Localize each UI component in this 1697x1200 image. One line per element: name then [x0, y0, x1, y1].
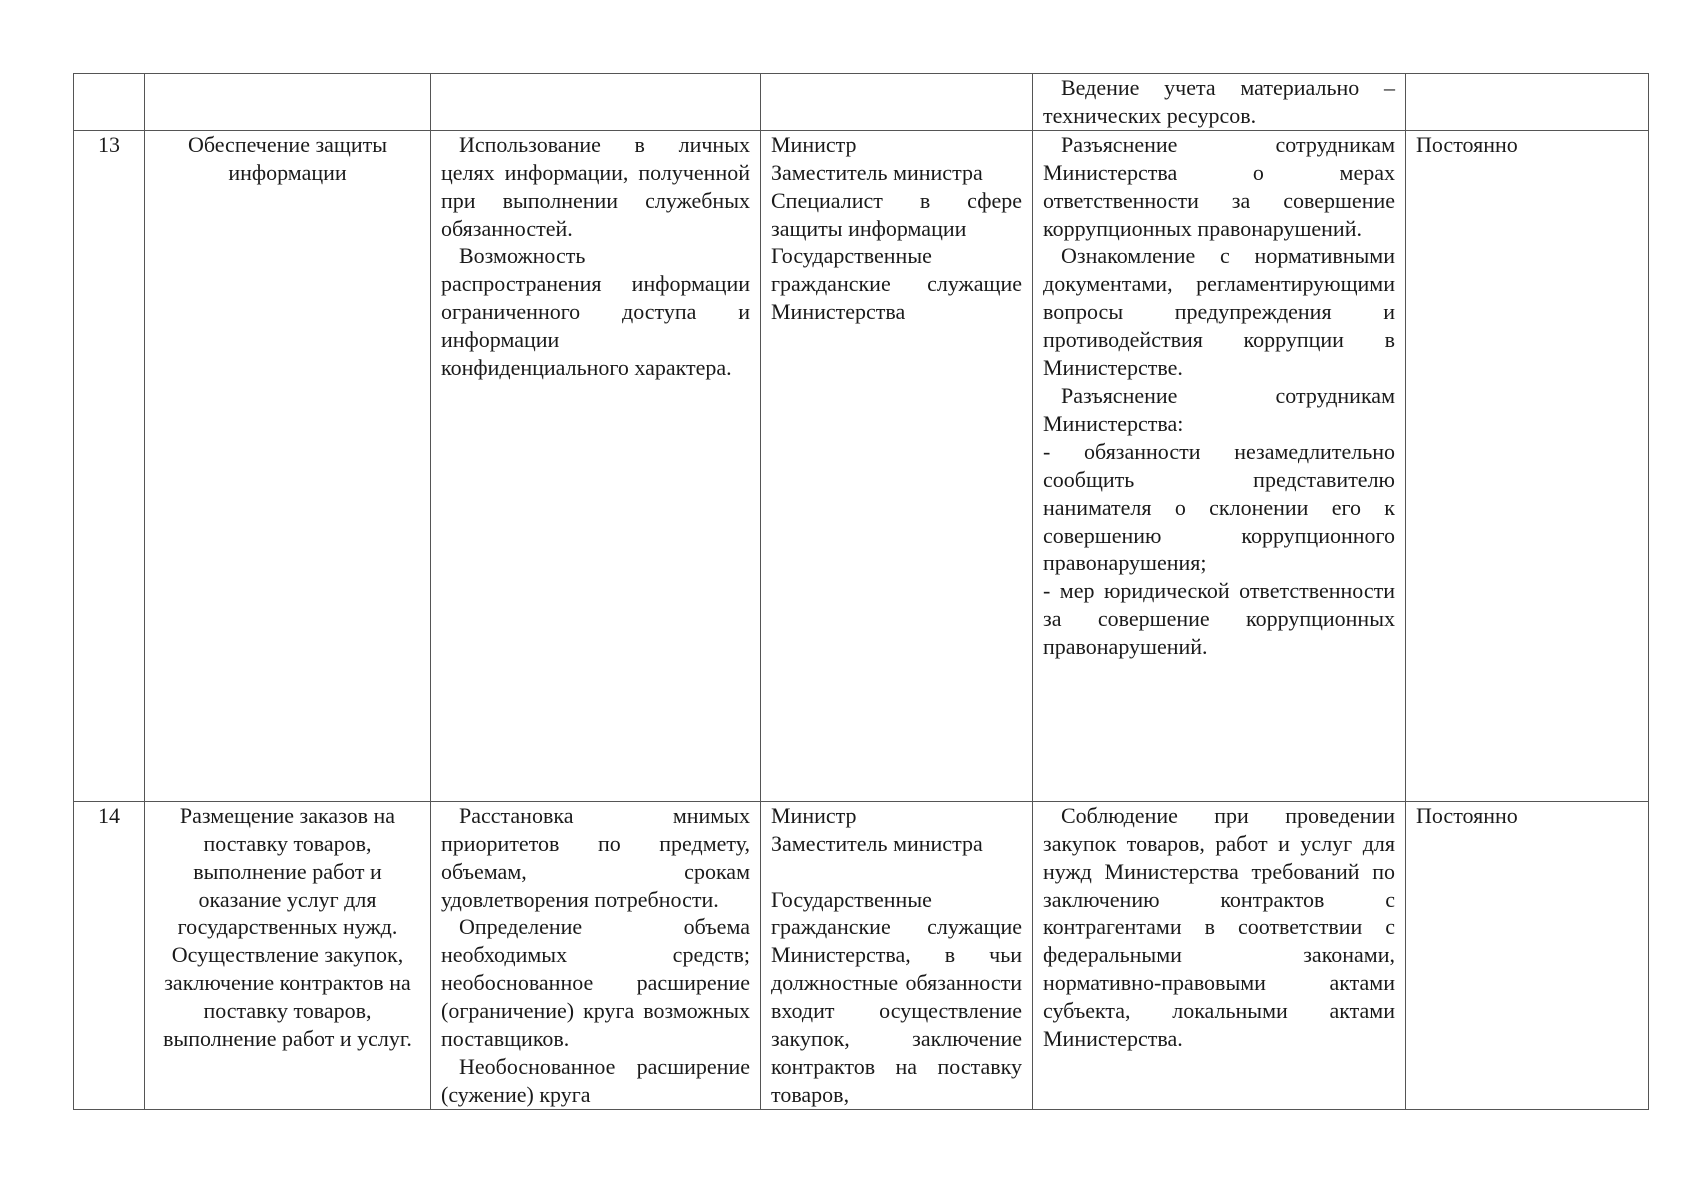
position-text: Заместитель министра [771, 830, 983, 856]
cell-risks [431, 801, 761, 1109]
row-number: 13 [74, 130, 145, 801]
cell-function [145, 74, 431, 131]
risk-text: Определение объема необходимых средств; необоснованное расширение (ограничение) круга возможных поставщиков. [441, 914, 750, 1052]
function-text: Осуществление закупок, заключение контрактов на поставку товаров, выполнение работ и услуг. [163, 942, 412, 1052]
measure-text: Разъяснение сотрудникам Министерства: [1043, 382, 1395, 436]
cell-risks [431, 130, 761, 801]
function-text: Обеспечение защиты информации [187, 131, 388, 185]
position-text: Государственные гражданские служащие Министерства [771, 243, 1022, 325]
measure-text: - мер юридической ответственности за совершение коррупционных правонарушений. [1043, 578, 1395, 660]
spacer [771, 858, 1022, 886]
measure-text: Ведение учета материально – технических ресурсов. [1043, 75, 1395, 128]
measure-text: - обязанности незамедлительно сообщить представителю нанимателя о склонении его к совершению коррупционного правонарушения; [1043, 438, 1395, 576]
cell-function [145, 801, 431, 1109]
table-row [74, 801, 1649, 1109]
risk-text: Необоснованное расширение (сужение) круга [441, 1053, 750, 1107]
cell-function [145, 130, 431, 801]
measure-text: Разъяснение сотрудникам Министерства о мерах ответственности за совершение коррупционных правонарушений. [1043, 131, 1395, 241]
measure-text: Соблюдение при проведении закупок товаров, работ и услуг для нужд Министерства требований по заключению контрактов с контрагентами в соответствии с федеральными законами, нормативно-правовыми актами субъекта, локальными актами Министерства. [1043, 802, 1395, 1052]
position-text: Заместитель министра [771, 159, 983, 185]
cell-term: Постоянно [1406, 801, 1649, 1109]
row-number: 14 [74, 801, 145, 1109]
position-text: Государственные гражданские служащие Министерства, в чьи должностные обязанности входит осуществление закупок, заключение контрактов на поставку товаров, [771, 886, 1022, 1107]
cell-risks [431, 74, 761, 131]
function-text: Размещение заказов на поставку товаров, выполнение работ и оказание услуг для государственных нужд. [177, 802, 398, 940]
table-row [74, 130, 1649, 801]
risk-text: Возможность распространения информации ограниченного доступа и информации конфиденциального характера. [441, 243, 750, 381]
cell-measures [1033, 801, 1406, 1109]
cell-positions [761, 74, 1033, 131]
cell-measures [1033, 130, 1406, 801]
position-text: Министр [771, 131, 857, 157]
position-text: Министр [771, 802, 857, 828]
risk-text: Расстановка мнимых приоритетов по предмету, объемам, срокам удовлетворения потребности. [441, 802, 750, 912]
measure-text: Ознакомление с нормативными документами, регламентирующими вопросы предупреждения и противодействия коррупции в Министерстве. [1043, 243, 1395, 381]
table-row-continuation [74, 74, 1649, 131]
cell-term: Постоянно [1406, 130, 1649, 801]
risk-text: Использование в личных целях информации, полученной при выполнении служебных обязанностей. [441, 131, 750, 241]
position-text: Специалист в сфере защиты информации [771, 187, 1022, 241]
cell-number [74, 74, 145, 131]
cell-measures [1033, 74, 1406, 131]
cell-positions [761, 130, 1033, 801]
cell-positions [761, 801, 1033, 1109]
cell-term [1406, 74, 1649, 131]
measures-table [73, 73, 1649, 1110]
